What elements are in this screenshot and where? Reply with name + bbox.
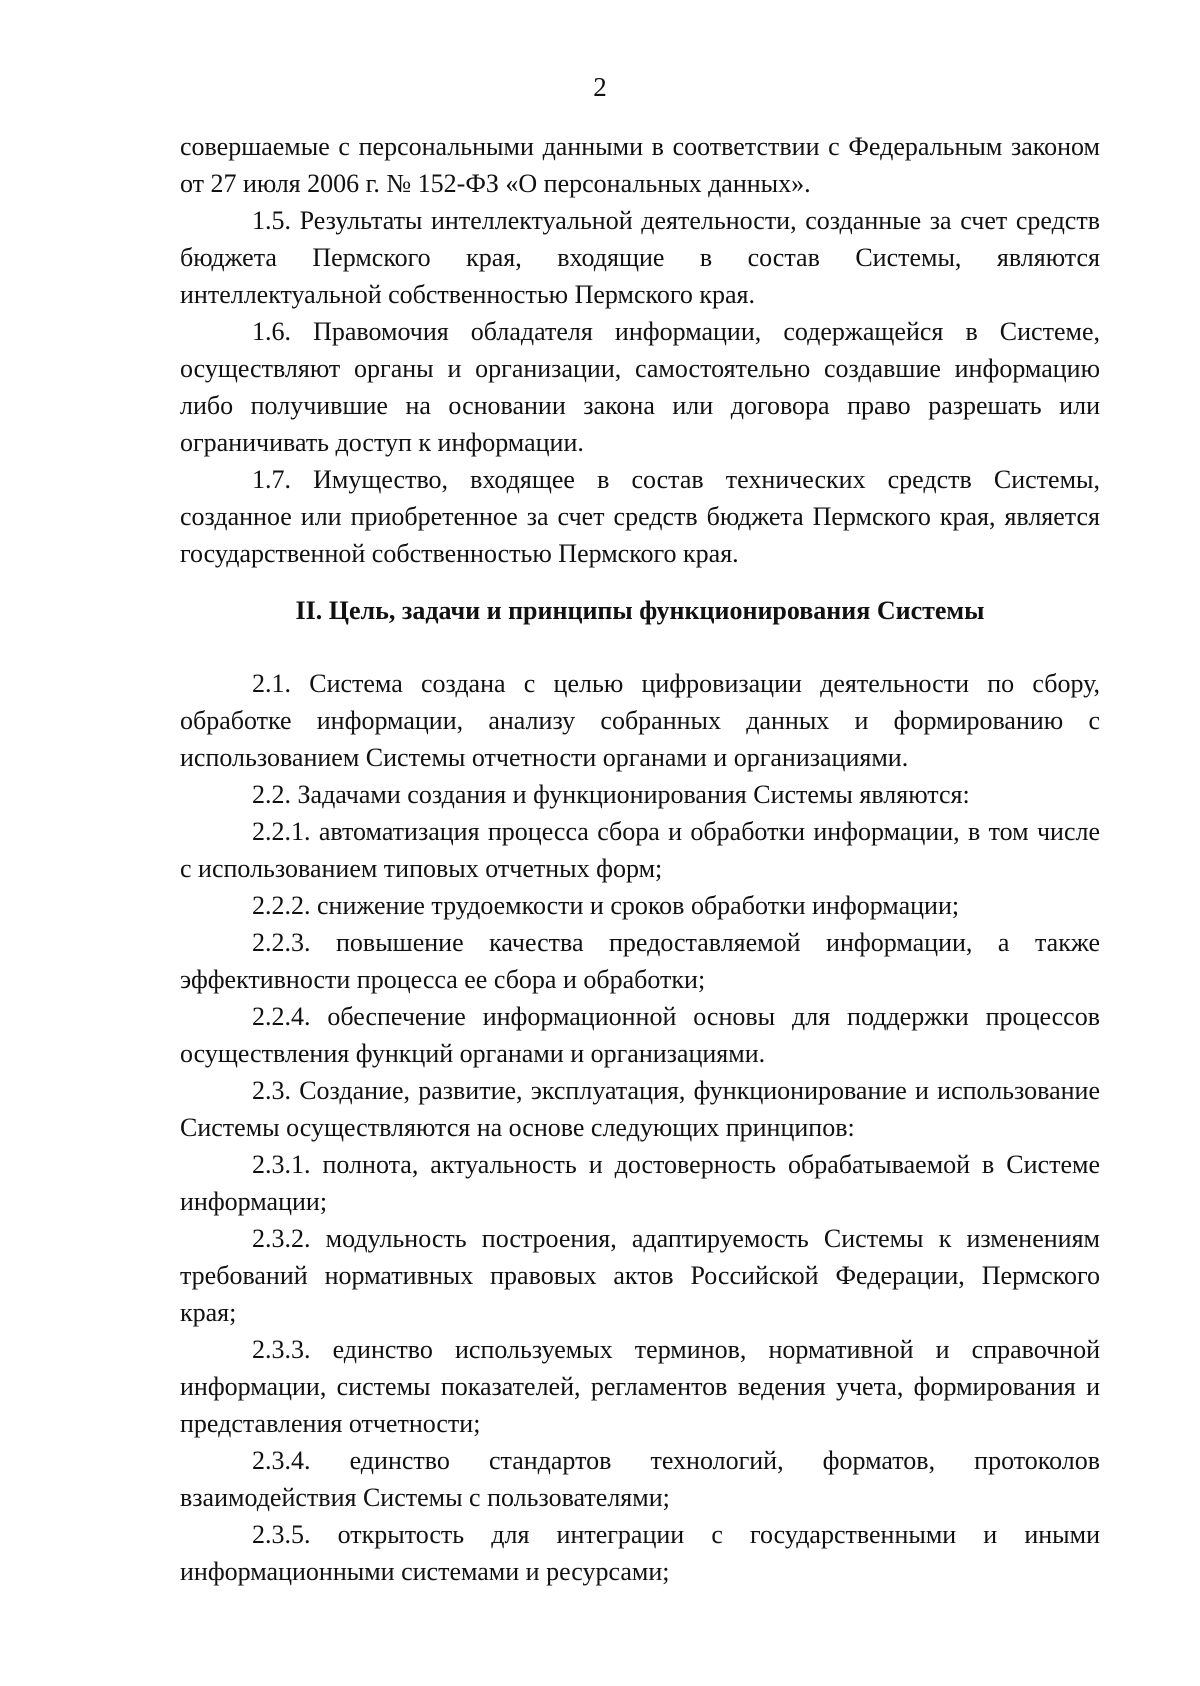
section-2-body bbox=[180, 665, 1100, 1590]
paragraph-2-3-5: 2.3.5. открытость для интеграции с государственными и иными информационными системами и ресурсами; bbox=[180, 1520, 1100, 1586]
section-1-body bbox=[180, 128, 1100, 572]
page-number: 2 bbox=[593, 72, 607, 102]
paragraph-2-2-2: 2.2.2. снижение трудоемкости и сроков обработки информации; bbox=[252, 891, 960, 920]
paragraph-1-7: 1.7. Имущество, входящее в состав технических средств Системы, созданное или приобретенное за счет средств бюджета Пермского края, является государственной собственностью Пермского края. bbox=[180, 465, 1100, 568]
paragraph-2-2-3: 2.2.3. повышение качества предоставляемой информации, а также эффективности процесса ее сбора и обработки; bbox=[180, 928, 1100, 994]
paragraph-1-4-continuation: совершаемые с персональными данными в соответствии с Федеральным законом от 27 июля 2006 г. № 152-ФЗ «О персональных данных». bbox=[180, 132, 1100, 198]
paragraph-2-3: 2.3. Создание, развитие, эксплуатация, функционирование и использование Системы осуществляются на основе следующих принципов: bbox=[180, 1076, 1100, 1142]
paragraph-2-2-4: 2.2.4. обеспечение информационной основы для поддержки процессов осуществления функций органами и организациями. bbox=[180, 1002, 1100, 1068]
paragraph-2-3-2: 2.3.2. модульность построения, адаптируемость Системы к изменениям требований нормативных правовых актов Российской Федерации, Пермского края; bbox=[180, 1224, 1100, 1327]
paragraph-2-3-4: 2.3.4. единство стандартов технологий, форматов, протоколов взаимодействия Системы с пользователями; bbox=[180, 1446, 1100, 1512]
paragraph-2-2-1: 2.2.1. автоматизация процесса сбора и обработки информации, в том числе с использованием типовых отчетных форм; bbox=[180, 817, 1100, 883]
paragraph-2-2: 2.2. Задачами создания и функционирования Системы являются: bbox=[252, 780, 970, 809]
paragraph-1-5: 1.5. Результаты интеллектуальной деятельности, созданные за счет средств бюджета Пермского края, входящие в состав Системы, являются интеллектуальной собственностью Пермского края. bbox=[180, 206, 1100, 309]
paragraph-2-1: 2.1. Система создана с целью цифровизации деятельности по сбору, обработке информации, анализу собранных данных и формированию с использованием Системы отчетности органами и организациями. bbox=[180, 669, 1100, 772]
paragraph-2-3-3: 2.3.3. единство используемых терминов, нормативной и справочной информации, системы показателей, регламентов ведения учета, формирования и представления отчетности; bbox=[180, 1335, 1100, 1438]
section-2-heading: II. Цель, задачи и принципы функционирования Системы bbox=[295, 596, 985, 625]
paragraph-2-3-1: 2.3.1. полнота, актуальность и достоверность обрабатываемой в Системе информации; bbox=[180, 1150, 1100, 1216]
paragraph-1-6: 1.6. Правомочия обладателя информации, содержащейся в Системе, осуществляют органы и организации, самостоятельно создавшие информацию либо получившие на основании закона или договора право разрешать или ограничивать доступ к информации. bbox=[180, 317, 1100, 457]
